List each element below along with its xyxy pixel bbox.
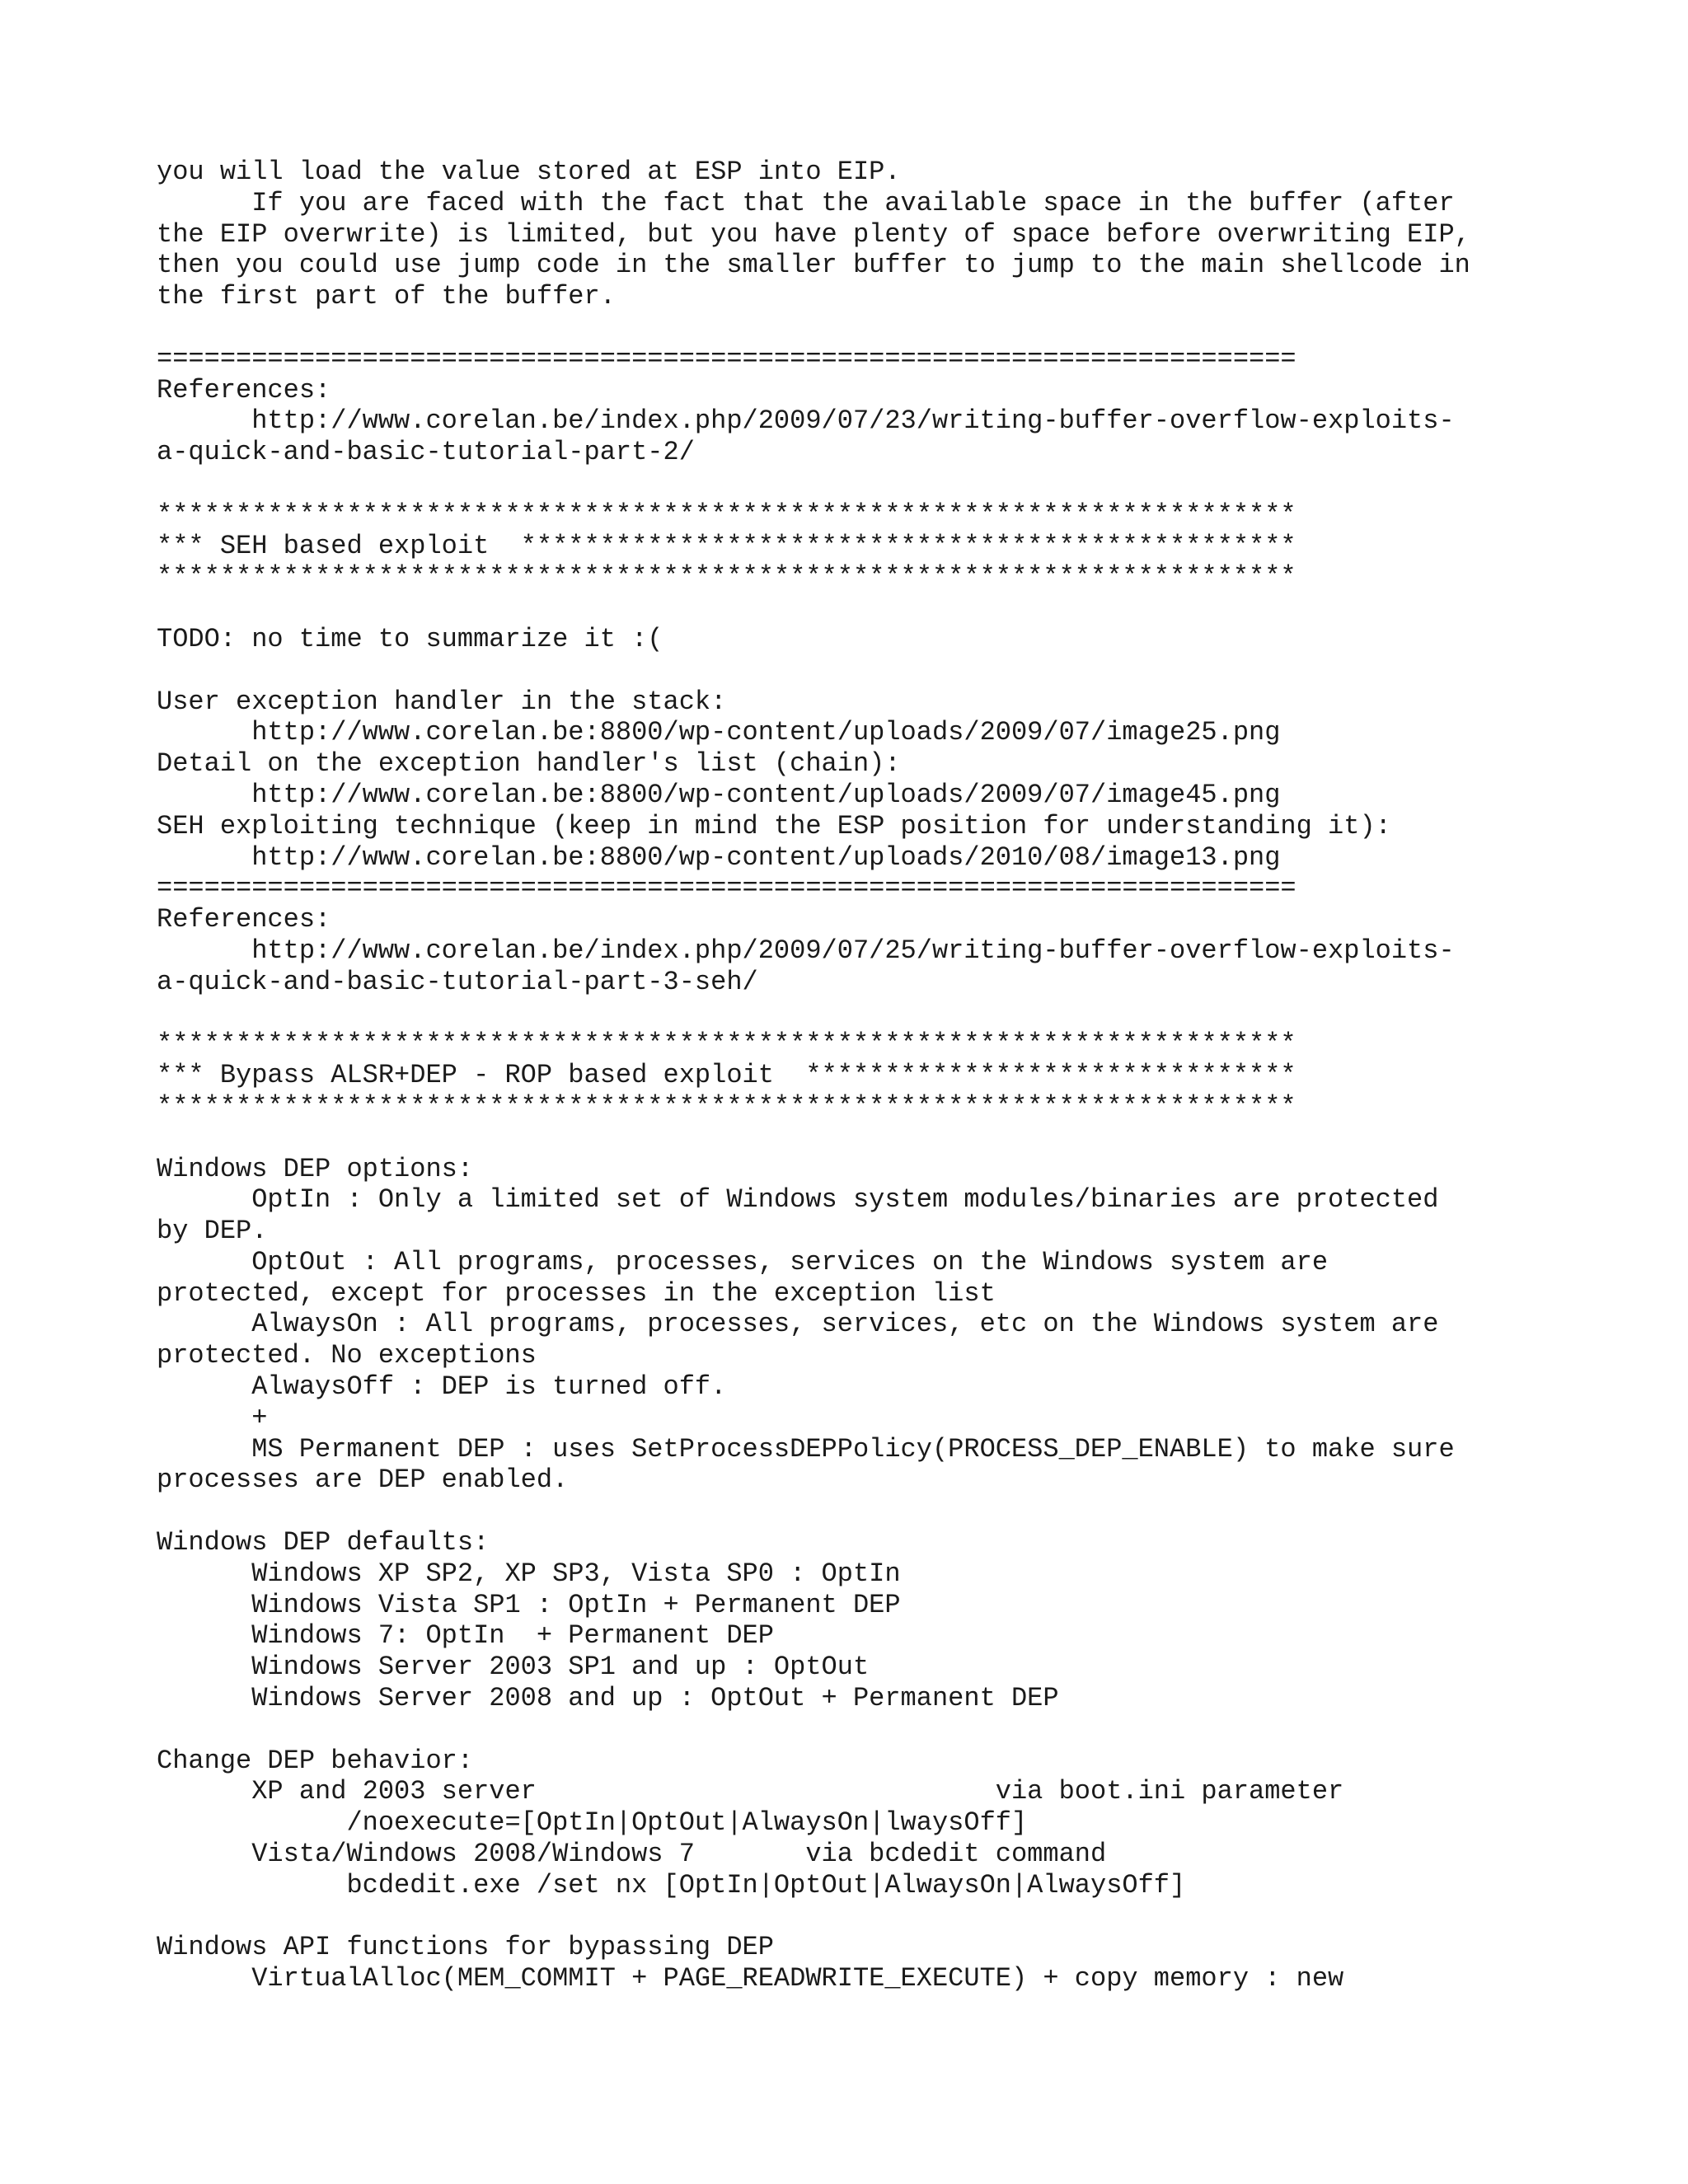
- text-line: AlwaysOn : All programs, processes, services, etc on the Windows system are: [157, 1309, 1439, 1340]
- text-line: http://www.corelan.be:8800/wp-content/uploads/2010/08/image13.png: [157, 841, 1281, 873]
- text-line: Windows Vista SP1 : OptIn + Permanent DEP: [157, 1589, 901, 1620]
- text-line: protected, except for processes in the exception list: [157, 1277, 996, 1309]
- text-line: Vista/Windows 2008/Windows 7 via bcdedit command: [157, 1839, 1107, 1870]
- text-line: by DEP.: [157, 1216, 268, 1247]
- blank-line: [157, 1122, 1640, 1154]
- text-line: Windows Server 2003 SP1 and up : OptOut: [157, 1652, 870, 1683]
- text-line: User exception handler in the stack:: [157, 686, 727, 717]
- text-line: OptIn : Only a limited set of Windows system modules/binaries are protected: [157, 1184, 1439, 1216]
- text-line: Windows 7: OptIn + Permanent DEP: [157, 1620, 774, 1652]
- text-line: http://www.corelan.be/index.php/2009/07/25/writing-buffer-overflow-exploits-: [157, 935, 1455, 966]
- blank-line: [157, 593, 1640, 624]
- text-line: http://www.corelan.be:8800/wp-content/uploads/2009/07/image45.png: [157, 779, 1281, 810]
- blank-line: [157, 998, 1640, 1029]
- text-line: References:: [157, 904, 331, 935]
- text-line: Windows DEP options:: [157, 1153, 474, 1184]
- text-line: TODO: no time to summarize it :(: [157, 623, 663, 654]
- text-line: Change DEP behavior:: [157, 1745, 474, 1776]
- text-line: Windows DEP defaults:: [157, 1527, 490, 1558]
- blank-line: [157, 655, 1640, 687]
- text-line: ************************************************************************: [157, 561, 1296, 593]
- blank-line: [157, 1496, 1640, 1527]
- blank-line: [157, 312, 1640, 344]
- text-line: /noexecute=[OptIn|OptOut|AlwaysOn|lwaysOff]: [157, 1807, 1028, 1839]
- text-line: a-quick-and-basic-tutorial-part-3-seh/: [157, 966, 758, 997]
- text-line: XP and 2003 server via boot.ini parameter: [157, 1776, 1344, 1807]
- text-line: bcdedit.exe /set nx [OptIn|OptOut|AlwaysOn|AlwaysOff]: [157, 1869, 1186, 1900]
- text-line: Detail on the exception handler's list (chain):: [157, 748, 901, 780]
- text-line: the first part of the buffer.: [157, 281, 616, 312]
- text-line: protected. No exceptions: [157, 1340, 537, 1371]
- text-line: MS Permanent DEP : uses SetProcessDEPPolicy(PROCESS_DEP_ENABLE) to make sure: [157, 1433, 1455, 1465]
- blank-line: [157, 1901, 1640, 1933]
- text-line: VirtualAlloc(MEM_COMMIT + PAGE_READWRITE_EXECUTE) + copy memory : new: [157, 1963, 1344, 1994]
- blank-line: [157, 1714, 1640, 1746]
- text-line: ========================================================================: [157, 873, 1296, 904]
- text-line: Windows API functions for bypassing DEP: [157, 1932, 774, 1963]
- text-line: SEH exploiting technique (keep in mind the ESP position for understanding it):: [157, 810, 1391, 841]
- text-line: If you are faced with the fact that the available space in the buffer (after: [157, 187, 1455, 218]
- text-line: OptOut : All programs, processes, services on the Windows system are: [157, 1246, 1329, 1277]
- text-line: *** SEH based exploit *************************************************: [157, 530, 1296, 561]
- text-line: processes are DEP enabled.: [157, 1465, 569, 1496]
- text-line: ************************************************************************: [157, 499, 1296, 530]
- text-line: ************************************************************************: [157, 1029, 1296, 1060]
- text-line: you will load the value stored at ESP into EIP.: [157, 157, 901, 187]
- text-line: ========================================================================: [157, 343, 1296, 374]
- text-line: Windows XP SP2, XP SP3, Vista SP0 : OptIn: [157, 1558, 901, 1589]
- text-line: http://www.corelan.be/index.php/2009/07/23/writing-buffer-overflow-exploits-: [157, 405, 1455, 437]
- text-line: ************************************************************************: [157, 1090, 1296, 1122]
- text-line: then you could use jump code in the smaller buffer to jump to the main shellcode in: [157, 250, 1470, 281]
- text-line: References:: [157, 374, 331, 405]
- text-line: *** Bypass ALSR+DEP - ROP based exploit *******************************: [157, 1060, 1296, 1091]
- text-line: http://www.corelan.be:8800/wp-content/uploads/2009/07/image25.png: [157, 717, 1281, 748]
- text-line: AlwaysOff : DEP is turned off.: [157, 1371, 727, 1403]
- text-line: the EIP overwrite) is limited, but you have plenty of space before overwriting EIP,: [157, 218, 1470, 250]
- text-line: Windows Server 2008 and up : OptOut + Permanent DEP: [157, 1683, 1059, 1714]
- text-line: +: [157, 1402, 268, 1433]
- text-line: a-quick-and-basic-tutorial-part-2/: [157, 437, 695, 468]
- document-body: [157, 157, 1640, 1994]
- blank-line: [157, 468, 1640, 499]
